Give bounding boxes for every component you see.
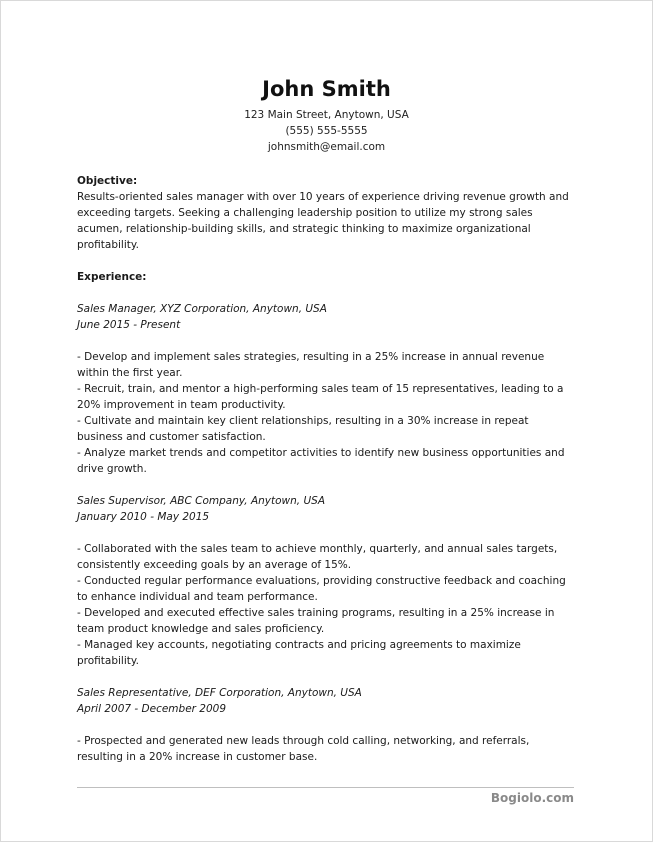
phone: (555) 555-5555 <box>285 125 368 137</box>
job-dates: June 2015 - Present <box>77 319 181 331</box>
candidate-name: John Smith <box>262 77 391 101</box>
address: 123 Main Street, Anytown, USA <box>244 109 409 121</box>
resume-body <box>77 173 574 765</box>
objective-heading: Objective: <box>77 175 138 187</box>
job-bullet: - Analyze market trends and competitor activities to identify new business opportunities and drive growth. <box>77 447 565 475</box>
footer-brand: Bogiolo.com <box>490 791 574 805</box>
job-bullet: - Managed key accounts, negotiating contracts and pricing agreements to maximize profitability. <box>77 639 521 667</box>
job-title: Sales Representative, DEF Corporation, Anytown, USA <box>77 687 362 699</box>
job-dates: January 2010 - May 2015 <box>77 511 210 523</box>
job-bullet: - Collaborated with the sales team to achieve monthly, quarterly, and annual sales targets, consistently exceeding goals by an average of 15%. <box>77 543 558 571</box>
objective-text: Results-oriented sales manager with over 10 years of experience driving revenue growth and exceeding targets. Seeking a challenging leadership position to utilize my strong sales acumen, relationship-building skills, and strategic thinking to maximize organizational profitability. <box>77 191 569 251</box>
footer-divider <box>77 787 574 788</box>
email: johnsmith@email.com <box>267 141 386 153</box>
job-bullet: - Cultivate and maintain key client relationships, resulting in a 30% increase in repeat business and customer satisfaction. <box>77 415 529 443</box>
job-title: Sales Manager, XYZ Corporation, Anytown, USA <box>77 303 327 315</box>
job-dates: April 2007 - December 2009 <box>77 703 227 715</box>
job-bullet: - Conducted regular performance evaluations, providing constructive feedback and coaching to enhance individual and team performance. <box>77 575 566 603</box>
job-bullet: - Develop and implement sales strategies, resulting in a 25% increase in annual revenue within the first year. <box>77 351 545 379</box>
experience-heading: Experience: <box>77 271 147 283</box>
job-bullet: - Recruit, train, and mentor a high-performing sales team of 15 representatives, leading to a 20% improvement in team productivity. <box>77 383 564 411</box>
job-entry <box>77 685 574 765</box>
job-entry <box>77 493 574 669</box>
resume-header <box>1 77 652 155</box>
job-bullet: - Prospected and generated new leads through cold calling, networking, and referrals, resulting in a 20% increase in customer base. <box>77 735 530 763</box>
job-title: Sales Supervisor, ABC Company, Anytown, USA <box>77 495 326 507</box>
job-bullet: - Developed and executed effective sales training programs, resulting in a 25% increase in team product knowledge and sales proficiency. <box>77 607 555 635</box>
job-entry <box>77 301 574 477</box>
